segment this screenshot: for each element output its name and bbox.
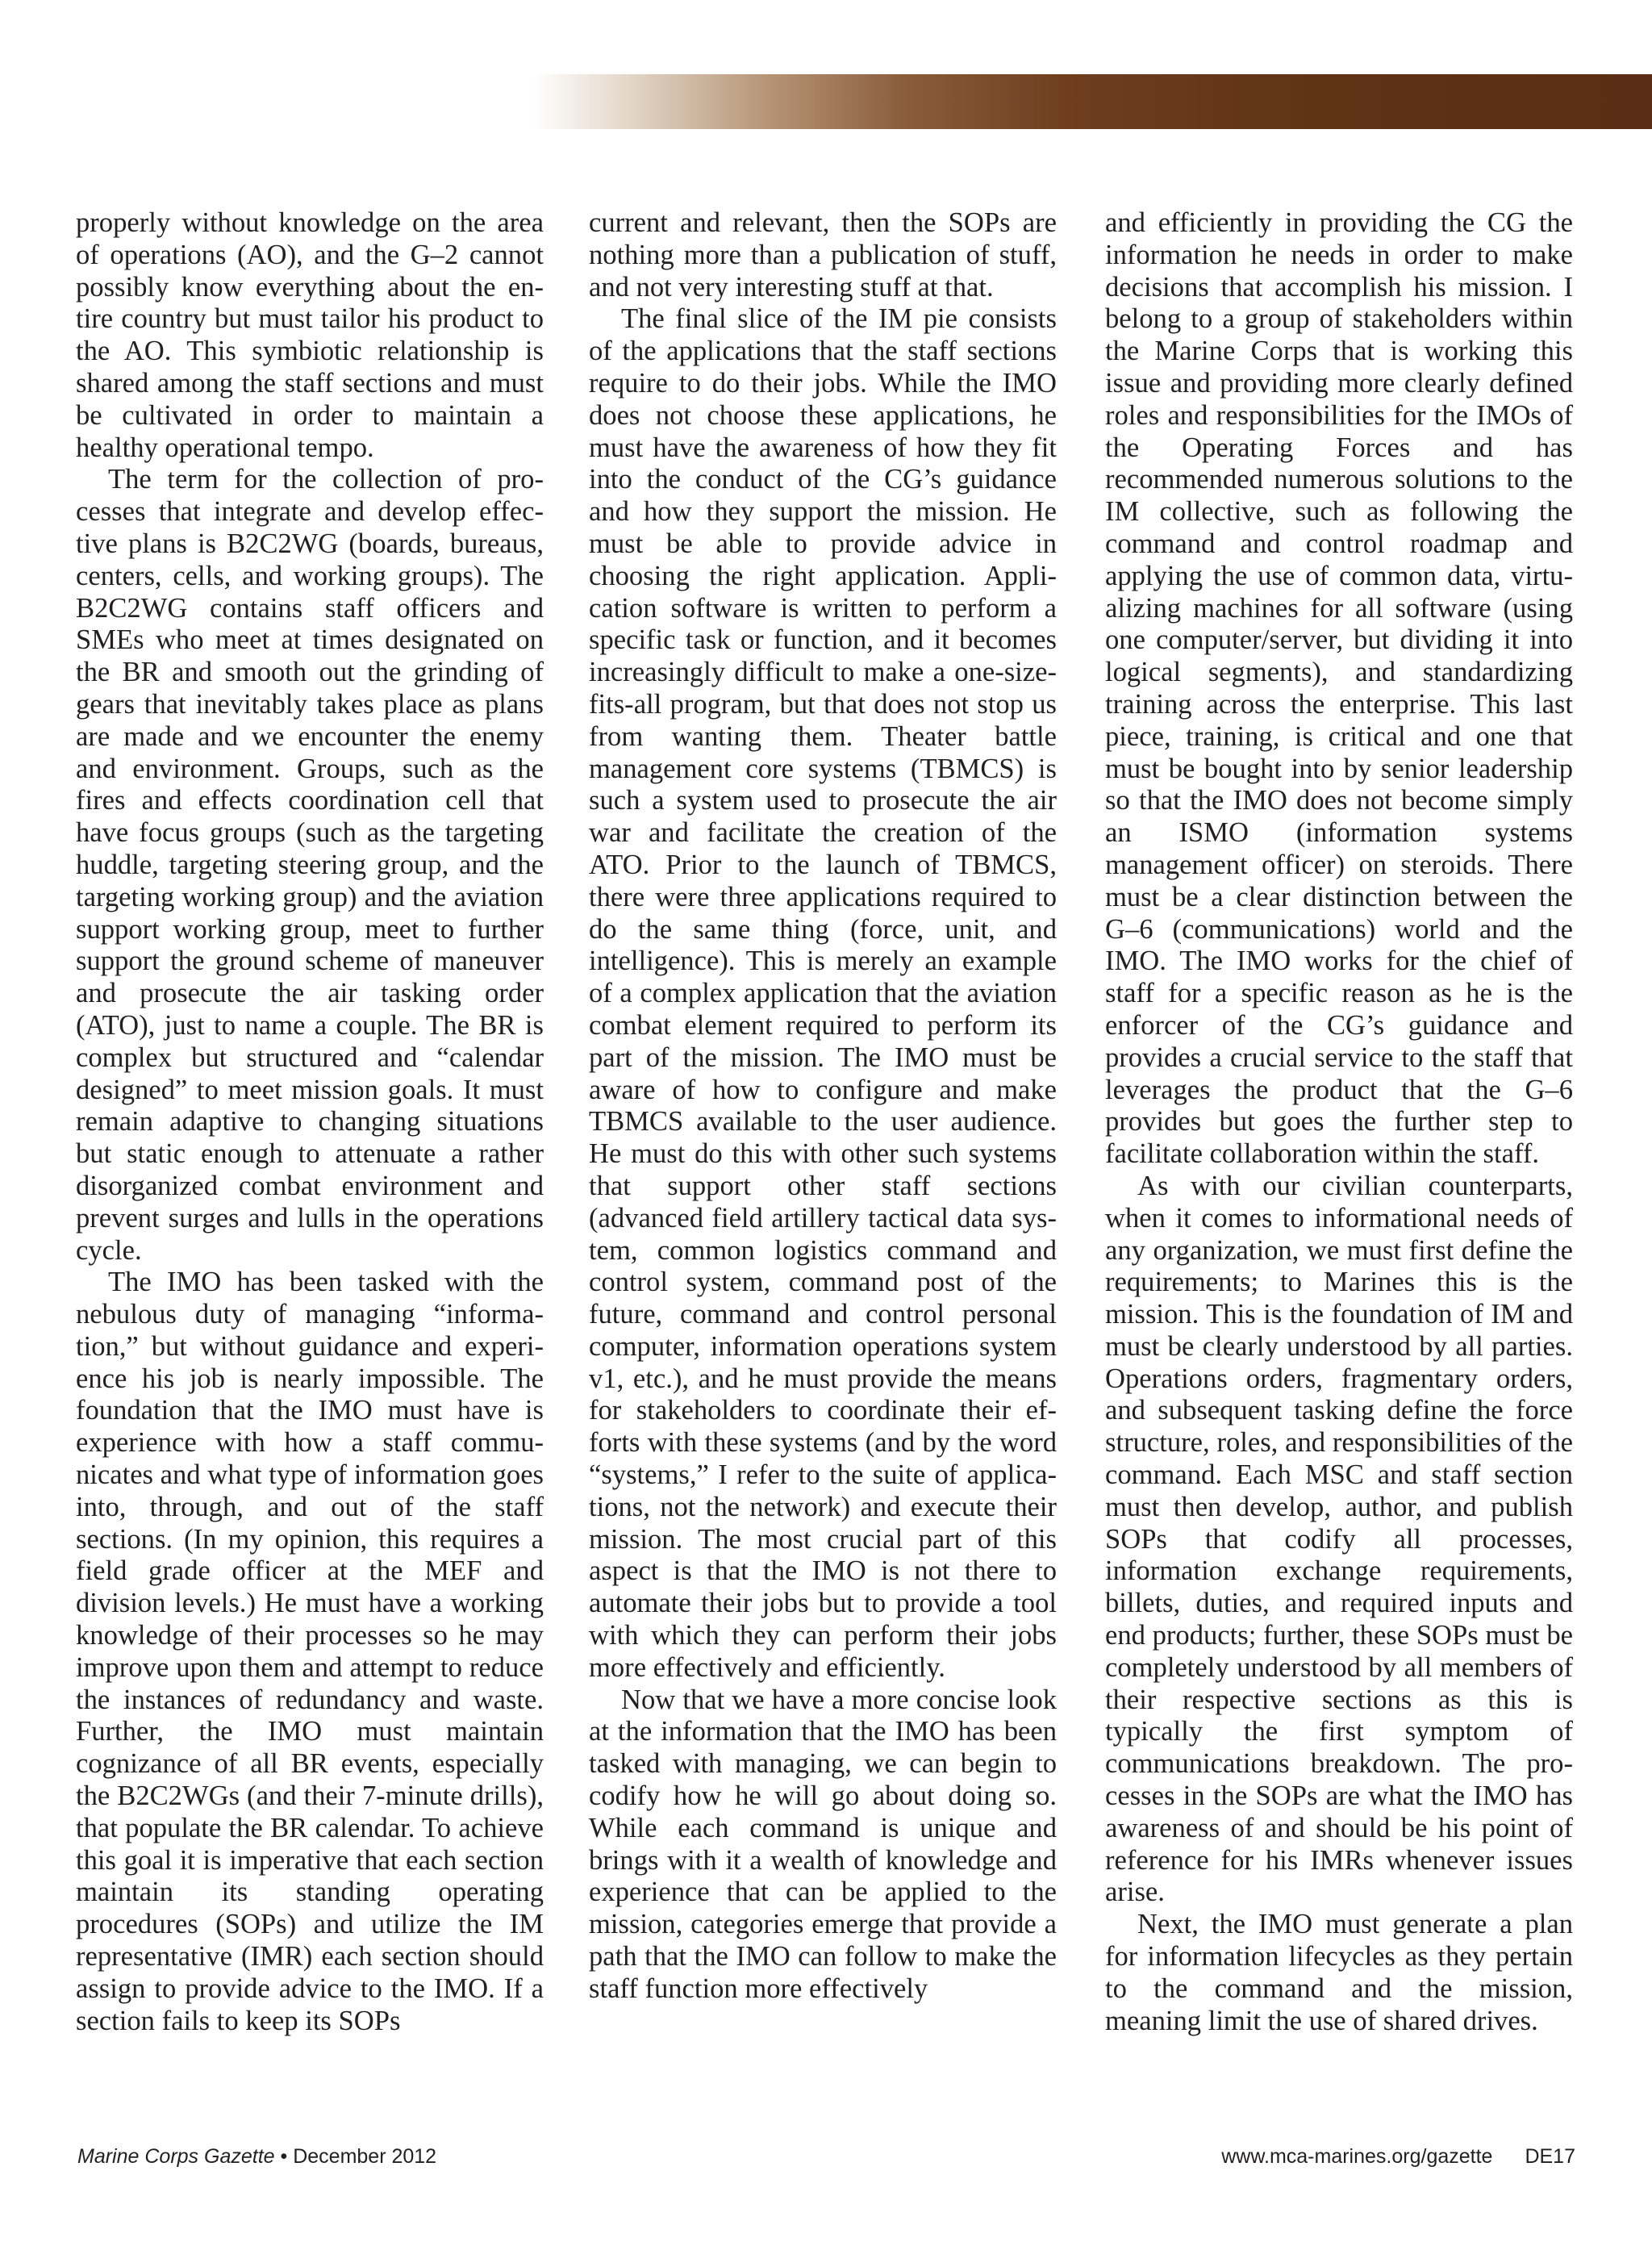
paragraph: and efficiently in providing the CG the information he needs in order to make decisions that accomplish his mission. I belong to a group of stakeholders within the Marine Corps that is working this issue and providing more clearly defined roles and responsibilities for the IMOs of the Operating Forces and has recommended numerous solutions to the IM collective, such as following the command and control roadmap and applying the use of common data, virtualizing machines for all software (using one computer/server, but dividing it into logical segments), and standardizing training across the enterprise. This last piece, training, is critical and one that must be bought into by senior leadership so that the IMO does not become simply an ISMO (information systems management officer) on steroids. There must be a clear distinction between the G–6 (communications) world and the IMO. The IMO works for the chief of staff for a specific reason as he is the enforcer of the CG’s guidance and provides a crucial service to the staff that leverages the product that the G–6 provides but goes the further step to facilitate collaboration within the staff. (1105, 207, 1573, 1170)
article-body (74, 207, 1573, 2095)
paragraph: As with our civilian counterparts, when it comes to informational needs of any organization, we must first define the requirements; to Marines this is the mission. This is the foundation of IM and must be clearly understood by all parties. Operations orders, fragmentary orders, and subsequent tasking define the force structure, roles, and responsibilities of the command. Each MSC and staff section must then develop, author, and publish SOPs that codify all processes, information exchange requirements, billets, duties, and required inputs and end products; further, these SOPs must be completely understood by all members of their respective sections as this is typically the first symptom of communications breakdown. The processes in the SOPs are what the IMO has awareness of and should be his point of reference for his IMRs whenever issues arise. (1105, 1170, 1573, 1908)
paragraph: properly without knowledge on the area of operations (AO), and the G–2 cannot possibly know everything about the entire country but must tailor his product to the AO. This symbiotic relationship is shared among the staff sections and must be cultivated in order to maintain a healthy operational tempo. (76, 207, 544, 463)
footer-separator: • (274, 2145, 294, 2168)
paragraph: Next, the IMO must generate a plan for information lifecycles as they pertain to the command and the mission, meaning limit the use of shared drives. (1105, 1909, 1573, 2036)
footer-page-info (1221, 2144, 1575, 2169)
article-column-3 (1105, 207, 1573, 2037)
page-number: DE17 (1525, 2145, 1575, 2168)
header-color-band (0, 74, 1652, 129)
footer-publication-info (77, 2144, 436, 2169)
footer-url: www.mca-marines.org/gazette (1221, 2145, 1493, 2168)
publication-name: Marine Corps Gazette (77, 2145, 275, 2168)
paragraph: The IMO has been tasked with the nebulous duty of managing “information,” but without guidance and experience his job is nearly impossible. The foundation that the IMO must have is experience with how a staff communicates and what type of information goes into, through, and out of the staff sections. (In my opinion, this requires a field grade officer at the MEF and division levels.) He must have a working knowledge of their processes so he may improve upon them and attempt to reduce the instances of redundancy and waste. Further, the IMO must maintain cognizance of all BR events, especially the B2C2WGs (and their 7-minute drills), that populate the BR calendar. To achieve this goal it is imperative that each section maintain its standing operating procedures (SOPs) and utilize the IM representative (IMR) each section should assign to provide advice to the IMO. If a section fails to keep its SOPs (76, 1267, 544, 2036)
paragraph: Now that we have a more concise look at the information that the IMO has been tasked with managing, we can begin to codify how he will go about doing so. While each command is unique and brings with it a wealth of knowledge and experience that can be applied to the mission, categories emerge that provide a path that the IMO can follow to make the staff function more effectively (589, 1684, 1057, 2004)
paragraph: The final slice of the IM pie consists of the applications that the staff sections require to do their jobs. While the IMO does not choose these applications, he must have the awareness of how they fit into the conduct of the CG’s guidance and how they support the mission. He must be able to provide advice in choosing the right application. Application software is written to perform a specific task or function, and it becomes increasingly difficult to make a one-size-fits-all program, but that does not stop us from wanting them. Theater battle management core systems (TBMCS) is such a system used to prosecute the air war and facilitate the creation of the ATO. Prior to the launch of TBMCS, there were three applications required to do the same thing (force, unit, and intelligence). This is merely an example of a complex application that the aviation combat element required to perform its part of the mission. The IMO must be aware of how to configure and make TBMCS available to the user audience. He must do this with other such systems that support other staff sections (advanced field artillery tactical data system, common logistics command and control system, command post of the future, command and control personal computer, information operations system v1, etc.), and he must provide the means for stakeholders to coordinate their efforts with these systems (and by the word “systems,” I refer to the suite of applications, not the network) and execute their mission. The most crucial part of this aspect is that the IMO is not there to automate their jobs but to provide a tool with which they can perform their jobs more effectively and efficiently. (589, 303, 1057, 1683)
paragraph: current and relevant, then the SOPs are nothing more than a publication of stuff, and not very interesting stuff at that. (589, 207, 1057, 303)
article-column-2 (589, 207, 1057, 2006)
article-column-1 (76, 207, 544, 2037)
issue-date: December 2012 (293, 2145, 437, 2168)
paragraph: The term for the collection of processes that integrate and develop effective plans is B2C2WG (boards, bureaus, centers, cells, and working groups). The B2C2WG contains staff officers and SMEs who meet at times designated on the BR and smooth out the grinding of gears that inevitably takes place as plans are made and we encounter the enemy and environment. Groups, such as the fires and effects coordination cell that have focus groups (such as the targeting huddle, targeting steering group, and the targeting working group) and the aviation support working group, meet to further support the ground scheme of maneuver and prosecute the air tasking order (ATO), just to name a couple. The BR is complex but structured and “calendar designed” to meet mission goals. It must remain adaptive to changing situations but static enough to attenuate a rather disorganized combat environment and prevent surges and lulls in the operations cycle. (76, 464, 544, 1266)
